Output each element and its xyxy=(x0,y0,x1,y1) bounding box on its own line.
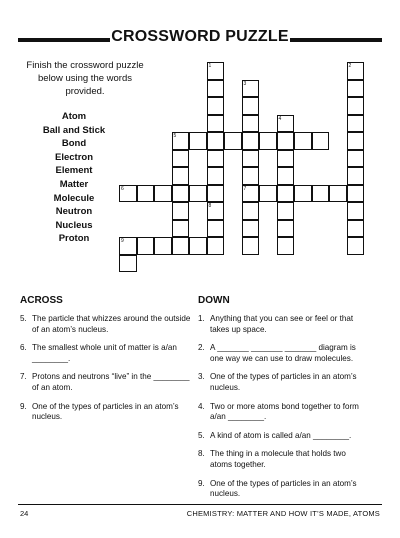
word-bank-item: Neutron xyxy=(55,206,93,218)
word-bank-item: Electron xyxy=(54,151,93,163)
clue-number-label: 3 xyxy=(243,80,247,87)
clue-number: 9. xyxy=(20,401,27,411)
crossword-cell[interactable] xyxy=(347,220,365,238)
crossword-cell[interactable] xyxy=(207,97,225,115)
page-number: 24 xyxy=(20,509,29,518)
crossword-cell[interactable] xyxy=(277,132,295,150)
clue-down xyxy=(198,431,370,442)
clue-across xyxy=(20,314,192,335)
clue-number: 1. xyxy=(198,314,205,323)
crossword-cell[interactable] xyxy=(119,255,137,273)
down-clues xyxy=(198,314,370,508)
crossword-cell[interactable] xyxy=(259,132,277,150)
clue-text: A _______ _______ _______ diagram is one way we can use to draw molecules. xyxy=(210,343,356,363)
across-heading: ACROSS xyxy=(20,295,63,306)
across-clues xyxy=(20,314,192,431)
word-bank-item: Nucleus xyxy=(55,219,93,231)
word-bank-item: Element xyxy=(55,165,93,177)
crossword-cell[interactable] xyxy=(207,167,225,185)
crossword-cell[interactable] xyxy=(172,167,190,185)
page-title: CROSSWORD PUZZLE xyxy=(111,28,289,45)
clue-text: The thing in a molecule that holds two atoms together. xyxy=(210,449,346,469)
crossword-cell[interactable] xyxy=(277,202,295,220)
clue-text: One of the types of particles in an atom’s nucleus. xyxy=(32,401,179,422)
crossword-cell[interactable] xyxy=(347,167,365,185)
word-bank-item: Atom xyxy=(61,111,87,122)
crossword-cell[interactable] xyxy=(347,237,365,255)
instructions: Finish the crossword puzzle below using the words provided. xyxy=(26,60,144,97)
crossword-cell[interactable] xyxy=(172,185,190,203)
clue-down xyxy=(198,343,370,364)
crossword-cell[interactable] xyxy=(347,202,365,220)
crossword-cell[interactable] xyxy=(189,132,207,150)
crossword-cell[interactable] xyxy=(224,132,242,150)
clue-down xyxy=(198,372,370,393)
crossword-cell[interactable] xyxy=(294,132,312,150)
clue-number: 5. xyxy=(20,314,27,323)
crossword-cell[interactable] xyxy=(277,167,295,185)
crossword-cell[interactable] xyxy=(172,202,190,220)
crossword-cell[interactable] xyxy=(347,97,365,115)
crossword-cell[interactable] xyxy=(172,150,190,168)
word-bank-item: Matter xyxy=(59,178,89,190)
clue-down xyxy=(198,449,370,470)
clue-down xyxy=(198,402,370,423)
crossword-cell[interactable] xyxy=(294,185,312,203)
word-bank-item: Ball and Stick xyxy=(42,124,106,136)
clue-number-label: 2 xyxy=(348,63,352,69)
crossword-cell[interactable] xyxy=(347,80,365,98)
clue-number: 6. xyxy=(20,343,27,353)
clue-down xyxy=(198,314,370,335)
word-bank-item: Molecule xyxy=(53,192,95,204)
crossword-cell[interactable] xyxy=(347,132,365,150)
crossword-cell[interactable] xyxy=(189,185,207,203)
clue-text: Anything that you can see or feel or that takes up space. xyxy=(210,314,354,334)
crossword-cell[interactable] xyxy=(242,132,260,150)
clue-number: 3. xyxy=(198,372,205,382)
crossword-cell[interactable] xyxy=(347,185,365,203)
clue-number-label: 8 xyxy=(208,203,212,209)
crossword-cell[interactable] xyxy=(207,237,225,255)
crossword-cell[interactable] xyxy=(172,237,190,255)
crossword-cell[interactable] xyxy=(242,150,260,168)
clue-text: Two or more atoms bond together to form a/an ________. xyxy=(210,401,359,422)
word-bank-item: Proton xyxy=(58,233,90,245)
crossword-cell[interactable] xyxy=(207,115,225,133)
crossword-cell[interactable] xyxy=(277,150,295,168)
clue-text: A kind of atom is called a/an ________. xyxy=(210,430,352,440)
clue-number-label: 9 xyxy=(121,238,124,244)
crossword-cell[interactable] xyxy=(207,150,225,168)
crossword-cell[interactable] xyxy=(137,237,155,255)
clue-number: 2. xyxy=(198,343,205,353)
crossword-cell[interactable] xyxy=(242,115,260,133)
clue-text: Protons and neutrons “live” in the ________ of an atom. xyxy=(32,372,190,392)
crossword-cell[interactable] xyxy=(137,185,155,203)
clue-number-label: 7 xyxy=(243,185,247,192)
clue-number: 5. xyxy=(198,430,205,440)
clue-number: 9. xyxy=(198,478,205,488)
crossword-cell[interactable] xyxy=(312,185,330,203)
clue-across xyxy=(20,372,192,393)
crossword-cell[interactable] xyxy=(189,237,207,255)
crossword-cell[interactable] xyxy=(242,167,260,185)
clue-text: One of the types of particles in an atom’s nucleus. xyxy=(210,478,357,499)
clue-number-label: 4 xyxy=(278,115,282,122)
clue-number-label: 6 xyxy=(121,185,124,192)
crossword-cell[interactable] xyxy=(312,132,330,150)
clue-across xyxy=(20,343,192,364)
word-bank-item: Bond xyxy=(61,138,87,150)
crossword-cell[interactable] xyxy=(277,237,295,255)
word-bank xyxy=(20,110,128,246)
clue-number-label: 1 xyxy=(208,63,212,69)
crossword-cell[interactable] xyxy=(277,220,295,238)
clue-text: The particle that whizzes around the outside of an atom’s nucleus. xyxy=(32,314,191,334)
down-heading: DOWN xyxy=(198,295,230,306)
book-title: CHEMISTRY: MATTER AND HOW IT’S MADE, ATOMS xyxy=(186,509,380,518)
clue-across xyxy=(20,402,192,423)
crossword-cell[interactable] xyxy=(207,80,225,98)
footer-rule xyxy=(18,504,382,505)
crossword-cell[interactable] xyxy=(242,202,260,220)
crossword-cell[interactable] xyxy=(172,220,190,238)
crossword-cell[interactable] xyxy=(347,150,365,168)
clue-down xyxy=(198,479,370,500)
crossword-cell[interactable] xyxy=(242,97,260,115)
crossword-cell[interactable] xyxy=(259,185,277,203)
clue-number: 7. xyxy=(20,372,27,382)
crossword-cell[interactable] xyxy=(207,132,225,150)
clue-number: 4. xyxy=(198,401,205,411)
clue-number: 8. xyxy=(198,449,205,459)
clue-text: The smallest whole unit of matter is a/an ________. xyxy=(32,343,177,363)
clue-text: One of the types of particles in an atom’s nucleus. xyxy=(210,372,357,392)
crossword-cell[interactable] xyxy=(154,185,172,203)
crossword-cell[interactable] xyxy=(277,185,295,203)
crossword-cell[interactable] xyxy=(207,220,225,238)
crossword-cell[interactable] xyxy=(347,115,365,133)
clue-number-label: 5 xyxy=(173,133,177,139)
crossword-cell[interactable] xyxy=(154,237,172,255)
crossword-cell[interactable] xyxy=(329,185,347,203)
crossword-cell[interactable] xyxy=(242,220,260,238)
crossword-cell[interactable] xyxy=(242,237,260,255)
crossword-cell[interactable] xyxy=(207,185,225,203)
